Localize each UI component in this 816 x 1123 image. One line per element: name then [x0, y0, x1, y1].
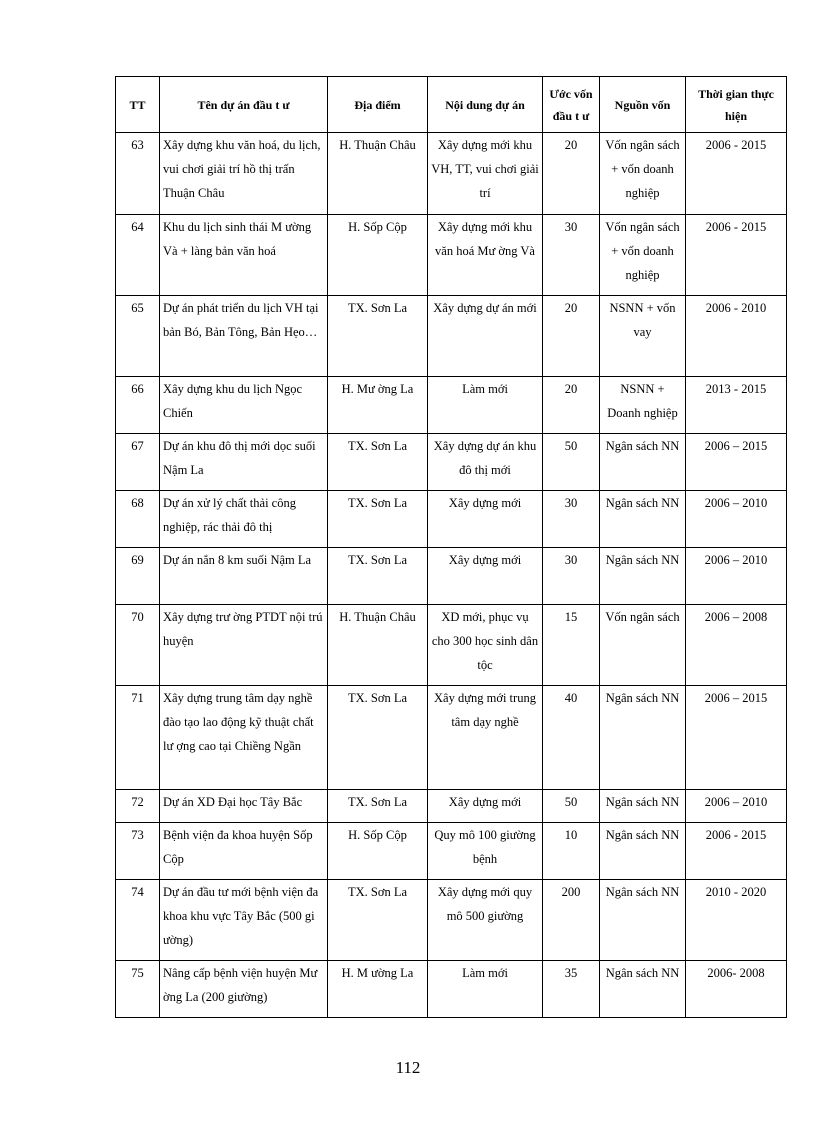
table-row [116, 790, 787, 823]
header-capital: Ước vốn đầu t ư [543, 77, 600, 133]
row-content: Xây dựng mới quy mô 500 giường [428, 880, 543, 961]
projects-table [115, 76, 787, 1018]
row-source: Ngân sách NN [600, 880, 686, 961]
header-time: Thời gian thực hiện [686, 77, 787, 133]
row-location: TX. Sơn La [328, 491, 428, 548]
row-source: Ngân sách NN [600, 491, 686, 548]
row-location: H. Thuận Châu [328, 133, 428, 215]
table-row [116, 548, 787, 605]
row-time: 2006 – 2008 [686, 605, 787, 686]
row-project-name: Xây dựng khu du lịch Ngọc Chiến [160, 377, 328, 434]
header-location: Địa điểm [328, 77, 428, 133]
row-content: Xây dựng mới [428, 790, 543, 823]
row-location: H. Sốp Cộp [328, 215, 428, 296]
row-capital: 10 [543, 823, 600, 880]
row-tt: 64 [116, 215, 160, 296]
row-project-name: Nâng cấp bệnh viện huyện Mư ờng La (200 giường) [160, 961, 328, 1018]
row-source: NSNN + vốn vay [600, 296, 686, 377]
row-location: H. Sốp Cộp [328, 823, 428, 880]
row-time: 2006 - 2015 [686, 823, 787, 880]
table-row [116, 133, 787, 215]
row-source: Ngân sách NN [600, 790, 686, 823]
row-location: TX. Sơn La [328, 686, 428, 790]
table-row [116, 961, 787, 1018]
row-source: NSNN + Doanh nghiệp [600, 377, 686, 434]
row-time: 2006 – 2010 [686, 548, 787, 605]
row-content: Làm mới [428, 377, 543, 434]
row-project-name: Dự án xử lý chất thải công nghiệp, rác thải đô thị [160, 491, 328, 548]
header-project-name: Tên dự án đầu t ư [160, 77, 328, 133]
row-location: TX. Sơn La [328, 790, 428, 823]
row-content: Quy mô 100 giường bệnh [428, 823, 543, 880]
row-time: 2010 - 2020 [686, 880, 787, 961]
row-location: TX. Sơn La [328, 434, 428, 491]
header-source: Nguồn vốn [600, 77, 686, 133]
row-time: 2006 - 2015 [686, 133, 787, 215]
header-tt: TT [116, 77, 160, 133]
row-content: Xây dựng mới trung tâm dạy nghề [428, 686, 543, 790]
row-location: TX. Sơn La [328, 548, 428, 605]
row-tt: 69 [116, 548, 160, 605]
row-tt: 65 [116, 296, 160, 377]
row-time: 2006 – 2010 [686, 491, 787, 548]
row-tt: 72 [116, 790, 160, 823]
table-row [116, 296, 787, 377]
row-time: 2006 - 2010 [686, 296, 787, 377]
row-source: Vốn ngân sách + vốn doanh nghiệp [600, 215, 686, 296]
row-content: Xây dựng mới khu VH, TT, vui chơi giải trí [428, 133, 543, 215]
row-source: Vốn ngân sách + vốn doanh nghiệp [600, 133, 686, 215]
row-tt: 68 [116, 491, 160, 548]
row-project-name: Bệnh viện đa khoa huyện Sốp Cộp [160, 823, 328, 880]
table-header-row [116, 77, 787, 133]
row-tt: 63 [116, 133, 160, 215]
row-capital: 200 [543, 880, 600, 961]
row-project-name: Dự án phát triển du lịch VH tại bản Bó, Bản Tông, Bản Hẹo… [160, 296, 328, 377]
row-tt: 66 [116, 377, 160, 434]
row-capital: 30 [543, 491, 600, 548]
row-capital: 30 [543, 548, 600, 605]
row-capital: 40 [543, 686, 600, 790]
row-time: 2006 – 2015 [686, 434, 787, 491]
row-content: Xây dựng mới [428, 548, 543, 605]
row-tt: 75 [116, 961, 160, 1018]
row-capital: 20 [543, 377, 600, 434]
row-capital: 35 [543, 961, 600, 1018]
row-tt: 71 [116, 686, 160, 790]
row-location: H. M ường La [328, 961, 428, 1018]
row-content: Xây dựng mới khu văn hoá Mư ờng Và [428, 215, 543, 296]
row-project-name: Xây dựng trư ờng PTDT nội trú huyện [160, 605, 328, 686]
row-source: Ngân sách NN [600, 823, 686, 880]
row-time: 2006 – 2010 [686, 790, 787, 823]
table-row [116, 491, 787, 548]
row-project-name: Dự án đầu tư mới bệnh viện đa khoa khu vực Tây Bắc (500 gi ường) [160, 880, 328, 961]
row-content: Xây dựng dự án khu đô thị mới [428, 434, 543, 491]
row-project-name: Dự án khu đô thị mới dọc suối Nậm La [160, 434, 328, 491]
row-tt: 67 [116, 434, 160, 491]
row-capital: 15 [543, 605, 600, 686]
table-row [116, 215, 787, 296]
table-row [116, 823, 787, 880]
row-capital: 30 [543, 215, 600, 296]
row-source: Vốn ngân sách [600, 605, 686, 686]
row-time: 2006- 2008 [686, 961, 787, 1018]
row-source: Ngân sách NN [600, 961, 686, 1018]
row-tt: 74 [116, 880, 160, 961]
row-source: Ngân sách NN [600, 686, 686, 790]
row-project-name: Xây dựng trung tâm dạy nghề đào tạo lao động kỹ thuật chất lư ợng cao tại Chiềng Ngần [160, 686, 328, 790]
row-content: Xây dựng dự án mới [428, 296, 543, 377]
row-location: TX. Sơn La [328, 880, 428, 961]
row-time: 2006 – 2015 [686, 686, 787, 790]
row-content: Xây dựng mới [428, 491, 543, 548]
row-tt: 73 [116, 823, 160, 880]
page-number: 112 [395, 1058, 421, 1077]
row-location: TX. Sơn La [328, 296, 428, 377]
row-location: H. Mư ờng La [328, 377, 428, 434]
row-capital: 20 [543, 133, 600, 215]
table-row [116, 434, 787, 491]
row-project-name: Khu du lịch sinh thái M ường Và + làng bản văn hoá [160, 215, 328, 296]
row-capital: 20 [543, 296, 600, 377]
row-tt: 70 [116, 605, 160, 686]
row-time: 2013 - 2015 [686, 377, 787, 434]
row-project-name: Dự án XD Đại học Tây Bắc [160, 790, 328, 823]
table-row [116, 880, 787, 961]
table-row [116, 605, 787, 686]
row-source: Ngân sách NN [600, 434, 686, 491]
row-location: H. Thuận Châu [328, 605, 428, 686]
table-row [116, 377, 787, 434]
row-time: 2006 - 2015 [686, 215, 787, 296]
row-capital: 50 [543, 790, 600, 823]
row-source: Ngân sách NN [600, 548, 686, 605]
row-project-name: Dự án nắn 8 km suối Nậm La [160, 548, 328, 605]
row-project-name: Xây dựng khu văn hoá, du lịch, vui chơi giải trí hồ thị trấn Thuận Châu [160, 133, 328, 215]
header-content: Nội dung dự án [428, 77, 543, 133]
row-capital: 50 [543, 434, 600, 491]
row-content: XD mới, phục vụ cho 300 học sinh dân tộc [428, 605, 543, 686]
row-content: Làm mới [428, 961, 543, 1018]
table-row [116, 686, 787, 790]
